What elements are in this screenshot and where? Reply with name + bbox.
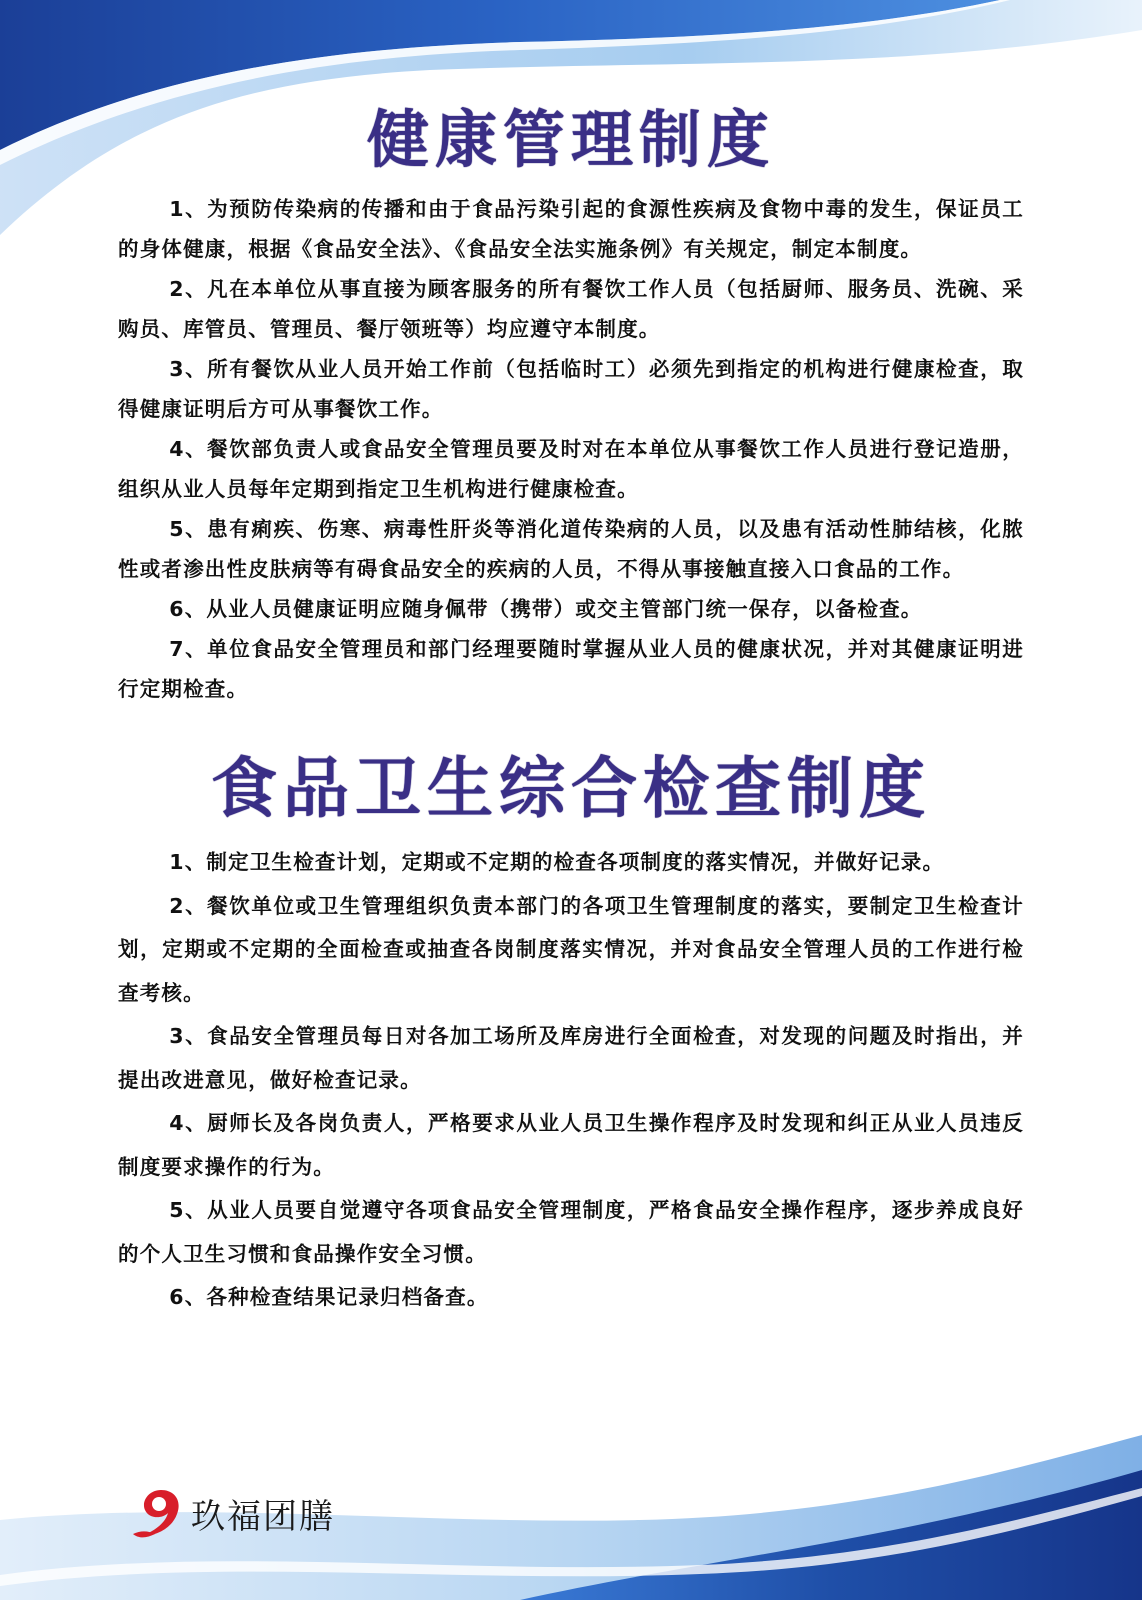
rule-item: 5、从业人员要自觉遵守各项食品安全管理制度，严格食品安全操作程序，逐步养成良好的个人卫生习惯和食品操作安全习惯。 <box>118 1198 1024 1266</box>
brand-name: 玖福团膳 <box>191 1496 335 1537</box>
rule-item: 7、单位食品安全管理员和部门经理要随时掌握从业人员的健康状况，并对其健康证明进行定期检查。 <box>118 637 1024 701</box>
rule-item: 3、所有餐饮从业人员开始工作前（包括临时工）必须先到指定的机构进行健康检查，取得健康证明后方可从事餐饮工作。 <box>118 357 1024 421</box>
rule-item: 6、从业人员健康证明应随身佩带（携带）或交主管部门统一保存，以备检查。 <box>169 597 923 621</box>
rule-item: 4、厨师长及各岗负责人，严格要求从业人员卫生操作程序及时发现和纠正从业人员违反制度要求操作的行为。 <box>118 1111 1024 1179</box>
section-health-management <box>118 95 1024 709</box>
rule-item: 1、制定卫生检查计划，定期或不定期的检查各项制度的落实情况，并做好记录。 <box>169 850 945 874</box>
rule-item: 3、食品安全管理员每日对各加工场所及库房进行全面检查，对发现的问题及时指出，并提出改进意见，做好检查记录。 <box>118 1024 1024 1092</box>
notice-content <box>118 95 1024 1320</box>
rule-item: 2、餐饮单位或卫生管理组织负责本部门的各项卫生管理制度的落实，要制定卫生检查计划，定期或不定期的全面检查或抽查各岗制度落实情况，并对食品安全管理人员的工作进行检查考核。 <box>118 893 1024 1005</box>
section-title-food-hygiene-inspection: 食品卫生综合检查制度 <box>211 750 931 827</box>
rule-item: 1、为预防传染病的传播和由于食品污染引起的食源性疾病及食物中毒的发生，保证员工的身体健康，根据《食品安全法》、《食品安全法实施条例》有关规定，制定本制度。 <box>118 197 1024 261</box>
section-food-hygiene-inspection <box>118 743 1024 1320</box>
rule-item: 6、各种检查结果记录归档备查。 <box>169 1285 489 1309</box>
brand-logo <box>127 1484 335 1542</box>
rule-item: 4、餐饮部负责人或食品安全管理员要及时对在本单位从事餐饮工作人员进行登记造册，组织从业人员每年定期到指定卫生机构进行健康检查。 <box>118 437 1024 501</box>
red-swirl-nine-logo-icon <box>127 1484 185 1542</box>
rule-item: 2、凡在本单位从事直接为顾客服务的所有餐饮工作人员（包括厨师、服务员、洗碗、采购员、库管员、管理员、餐厅领班等）均应遵守本制度。 <box>118 277 1024 341</box>
section-title-health-management: 健康管理制度 <box>366 103 775 176</box>
rule-item: 5、患有痢疾、伤寒、病毒性肝炎等消化道传染病的人员，以及患有活动性肺结核，化脓性或者渗出性皮肤病等有碍食品安全的疾病的人员，不得从事接触直接入口食品的工作。 <box>118 517 1024 581</box>
